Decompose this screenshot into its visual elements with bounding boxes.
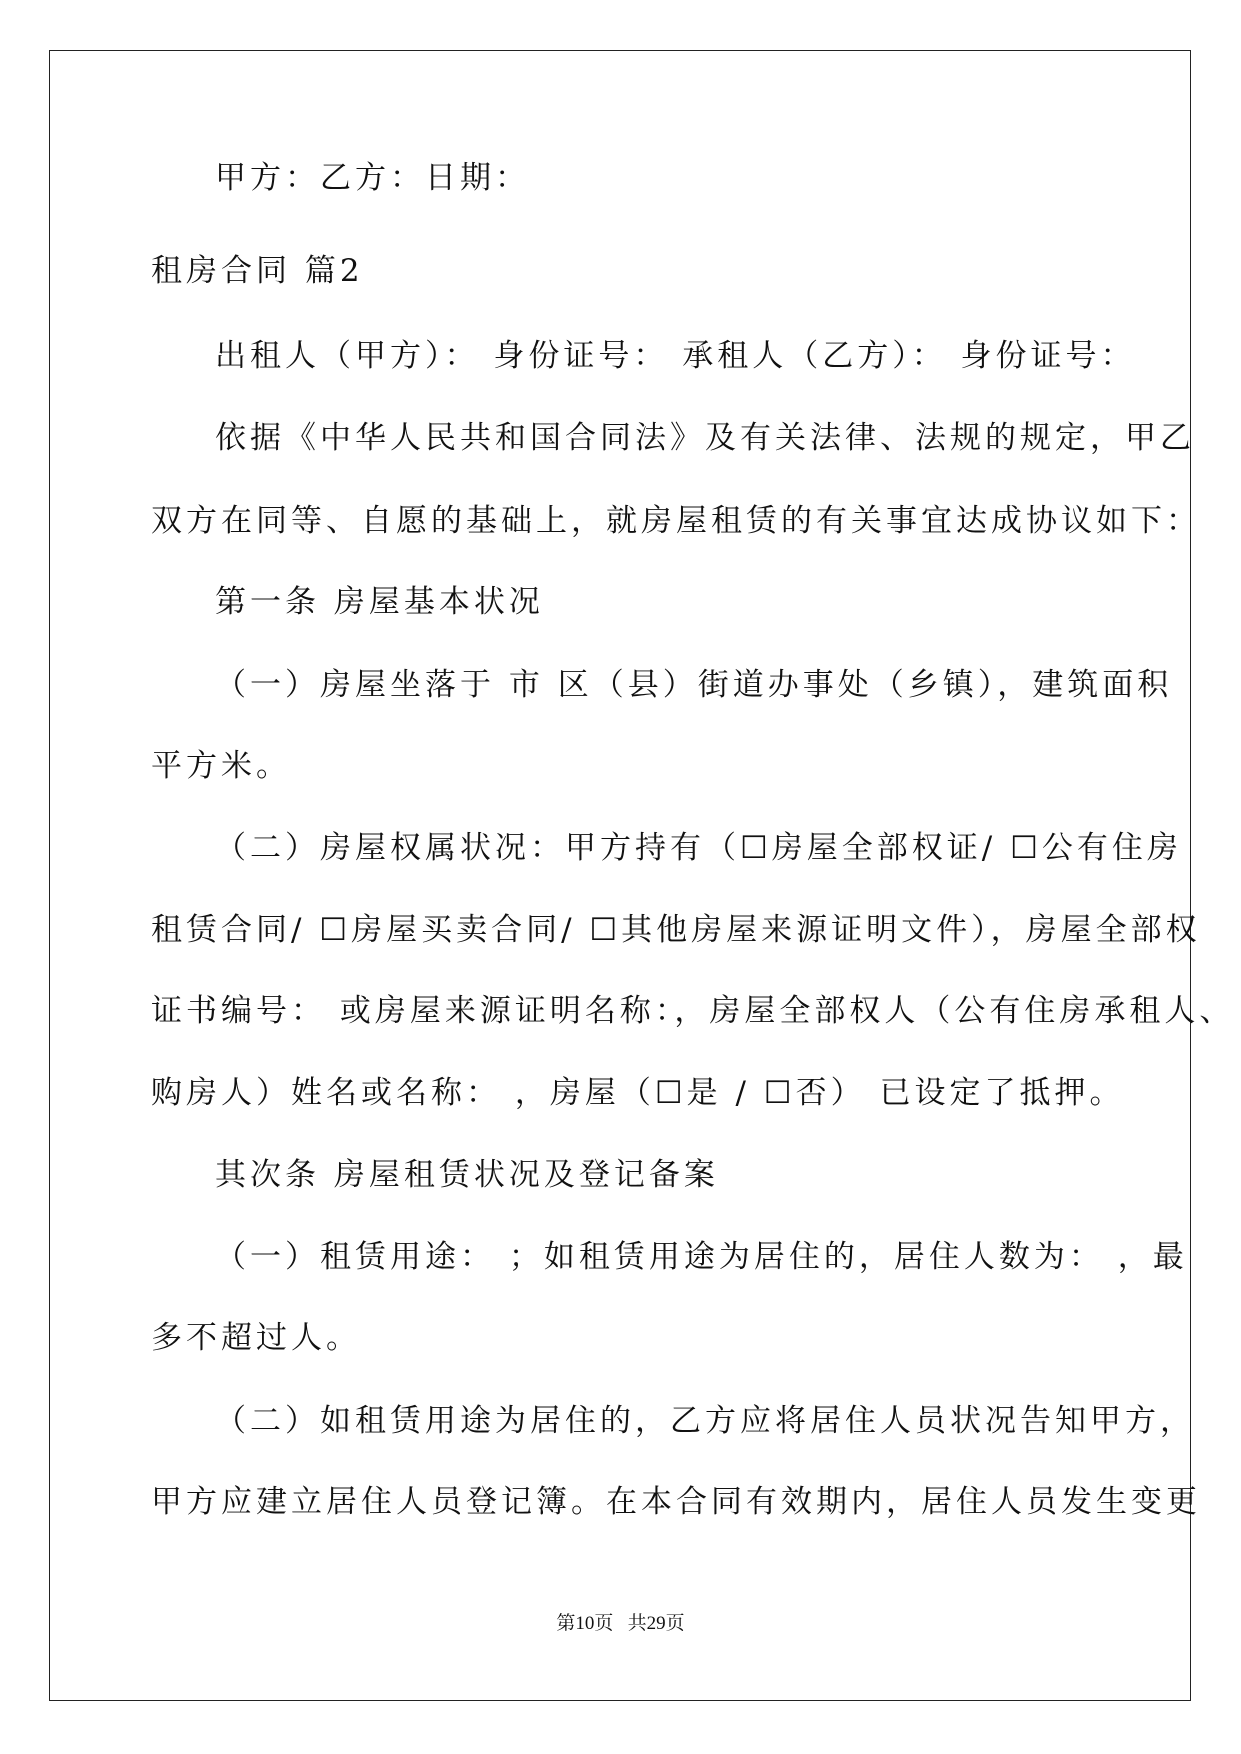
paragraph-line: （二）如租赁用途为居住的，乙方应将居住人员状况告知甲方， [215,1403,1195,1439]
paragraph-line: 证书编号： 或房屋来源证明名称：，房屋全部权人（公有住房承租人、 [151,993,1235,1029]
section-heading: 租房合同 篇2 [151,253,364,289]
page-number-footer: 第10页 共29页 [556,1613,685,1634]
paragraph-line: 购房人）姓名或名称： ，房屋（☐是 / ☐否） 已设定了抵押。 [151,1075,1125,1111]
paragraph-line: 双方在同等、自愿的基础上，就房屋租赁的有关事宜达成协议如下： [151,503,1201,539]
paragraph-line: （一）房屋坐落于 市 区（县）街道办事处（乡镇），建筑面积 [215,667,1173,703]
paragraph-line: （二）房屋权属状况：甲方持有（☐房屋全部权证/ ☐公有住房 [215,830,1182,866]
paragraph-line: 平方米。 [151,748,291,784]
parties-line: 出租人（甲方）： 身份证号： 承租人（乙方）： 身份证号： [215,338,1136,374]
paragraph-line: 甲方应建立居住人员登记簿。在本合同有效期内，居住人员发生变更 [151,1484,1201,1520]
paragraph-line: 多不超过人。 [151,1320,361,1356]
paragraph-line: （一）租赁用途： ；如租赁用途为居住的，居住人数为： ，最 [215,1239,1188,1275]
page-border [49,50,1191,1701]
article-heading: 其次条 房屋租赁状况及登记备案 [215,1157,719,1193]
paragraph-line: 租赁合同/ ☐房屋买卖合同/ ☐其他房屋来源证明文件），房屋全部权 [151,912,1201,948]
paragraph-line: 依据《中华人民共和国合同法》及有关法律、法规的规定，甲乙 [215,420,1195,456]
article-heading: 第一条 房屋基本状况 [215,584,544,620]
signature-line: 甲方：乙方：日期： [215,160,530,196]
